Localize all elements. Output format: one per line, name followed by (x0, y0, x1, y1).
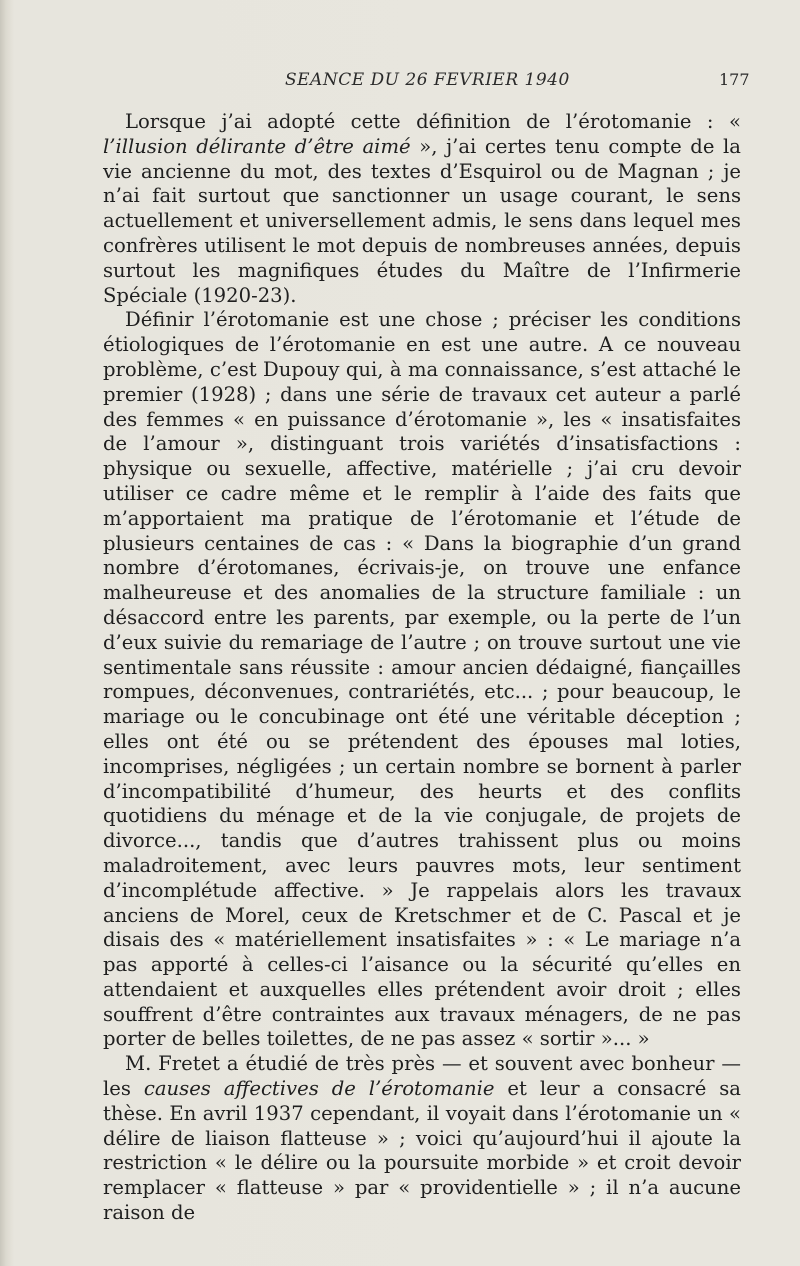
paragraph-1-italic-phrase: l’illusion délirante d’être aimé (103, 134, 411, 158)
body-text (103, 110, 741, 1226)
page-number: 177 (719, 70, 750, 89)
paragraph-3 (103, 1052, 741, 1226)
paragraph-3-text: M. Fretet a étudié de très près — et souvent avec bonheur — les (103, 1052, 741, 1101)
paragraph-2 (103, 308, 741, 1052)
paragraph-2-text: Définir l’érotomanie est une chose ; préciser les conditions étiologiques de l’érotomanie en est une autre. A ce nouveau problème, c’est Dupouy qui, à ma connaissance, s’est attaché le premier (1928) ; dans une série de travaux cet auteur a parlé des femmes « en puissance d’érotomanie », les « insatisfaites de l’amour », distinguant trois variétés d’insatisfactions : physique ou sexuelle, affective, matérielle ; j’ai cru devoir utiliser ce cadre même et le remplir à l’aide des faits que m’apportaient ma pratique de l’érotomanie et l’étude de plusieurs centaines de cas : « Dans la biographie d’un grand nombre d’érotomanes, écrivais-je, on trouve une enfance malheureuse et des anomalies de la structure familiale : un désaccord entre les parents, par exemple, ou la perte de l’un d’eux suivie du remariage de l’autre ; on trouve surtout une vie sentimentale sans réussite : amour ancien dédaigné, fiançailles rompues, déconvenues, contrariétés, etc... ; pour beaucoup, le mariage ou le concubinage ont été une véritable déception ; elles ont été ou se prétendent des épouses mal loties, incomprises, négligées ; un certain nombre se bornent à parler d’incompatibilité d’humeur, des heurts et des conflits quotidiens du ménage et de la vie conjugale, de projets de divorce..., tandis que d’autres trahissent plus ou moins maladroitement, avec leurs pauvres mots, leur sentiment d’incomplétude affective. » Je rappelais alors les travaux anciens de Morel, ceux de Kretschmer et de C. Pascal et je disais des « matériellement insatisfaites » : « Le mariage n’a pas apporté à celles-ci l’aisance ou la sécurité qu’elles en attendaient et auxquelles elles prétendent avoir droit ; elles souffrent d’être contraintes aux travaux ménagers, de ne pas porter de belles toilettes, de ne pas assez « sortir »... » (103, 308, 741, 1051)
paragraph-1-text: Lorsque j’ai adopté cette définition de l’érotomanie : « (125, 110, 741, 133)
running-title: SEANCE DU 26 FEVRIER 1940 (285, 70, 570, 90)
page-header (0, 68, 800, 98)
paragraph-1 (103, 110, 741, 308)
paragraph-3-text-continued: et leur a consacré sa thèse. En avril 1937 cependant, il voyait dans l’érotomanie un « délire de liaison flatteuse » ; voici qu’aujourd’hui il ajoute la restriction « le délire ou la poursuite morbide » et croit devoir remplacer « flatteuse » par « providentielle » ; il n’a aucune raison de (103, 1077, 741, 1225)
paragraph-3-italic-phrase: causes affectives de l’érotomanie (143, 1077, 495, 1101)
paragraph-1-text-continued: », j’ai certes tenu compte de la vie ancienne du mot, des textes d’Esquirol ou de Magnan ; je n’ai fait surtout que sanctionner un usage courant, le sens actuellement et universellement admis, le sens dans lequel mes confrères utilisent le mot depuis de nombreuses années, depuis surtout les magnifiques études du Maître de l’Infirmerie Spéciale (1920-23). (103, 134, 741, 307)
